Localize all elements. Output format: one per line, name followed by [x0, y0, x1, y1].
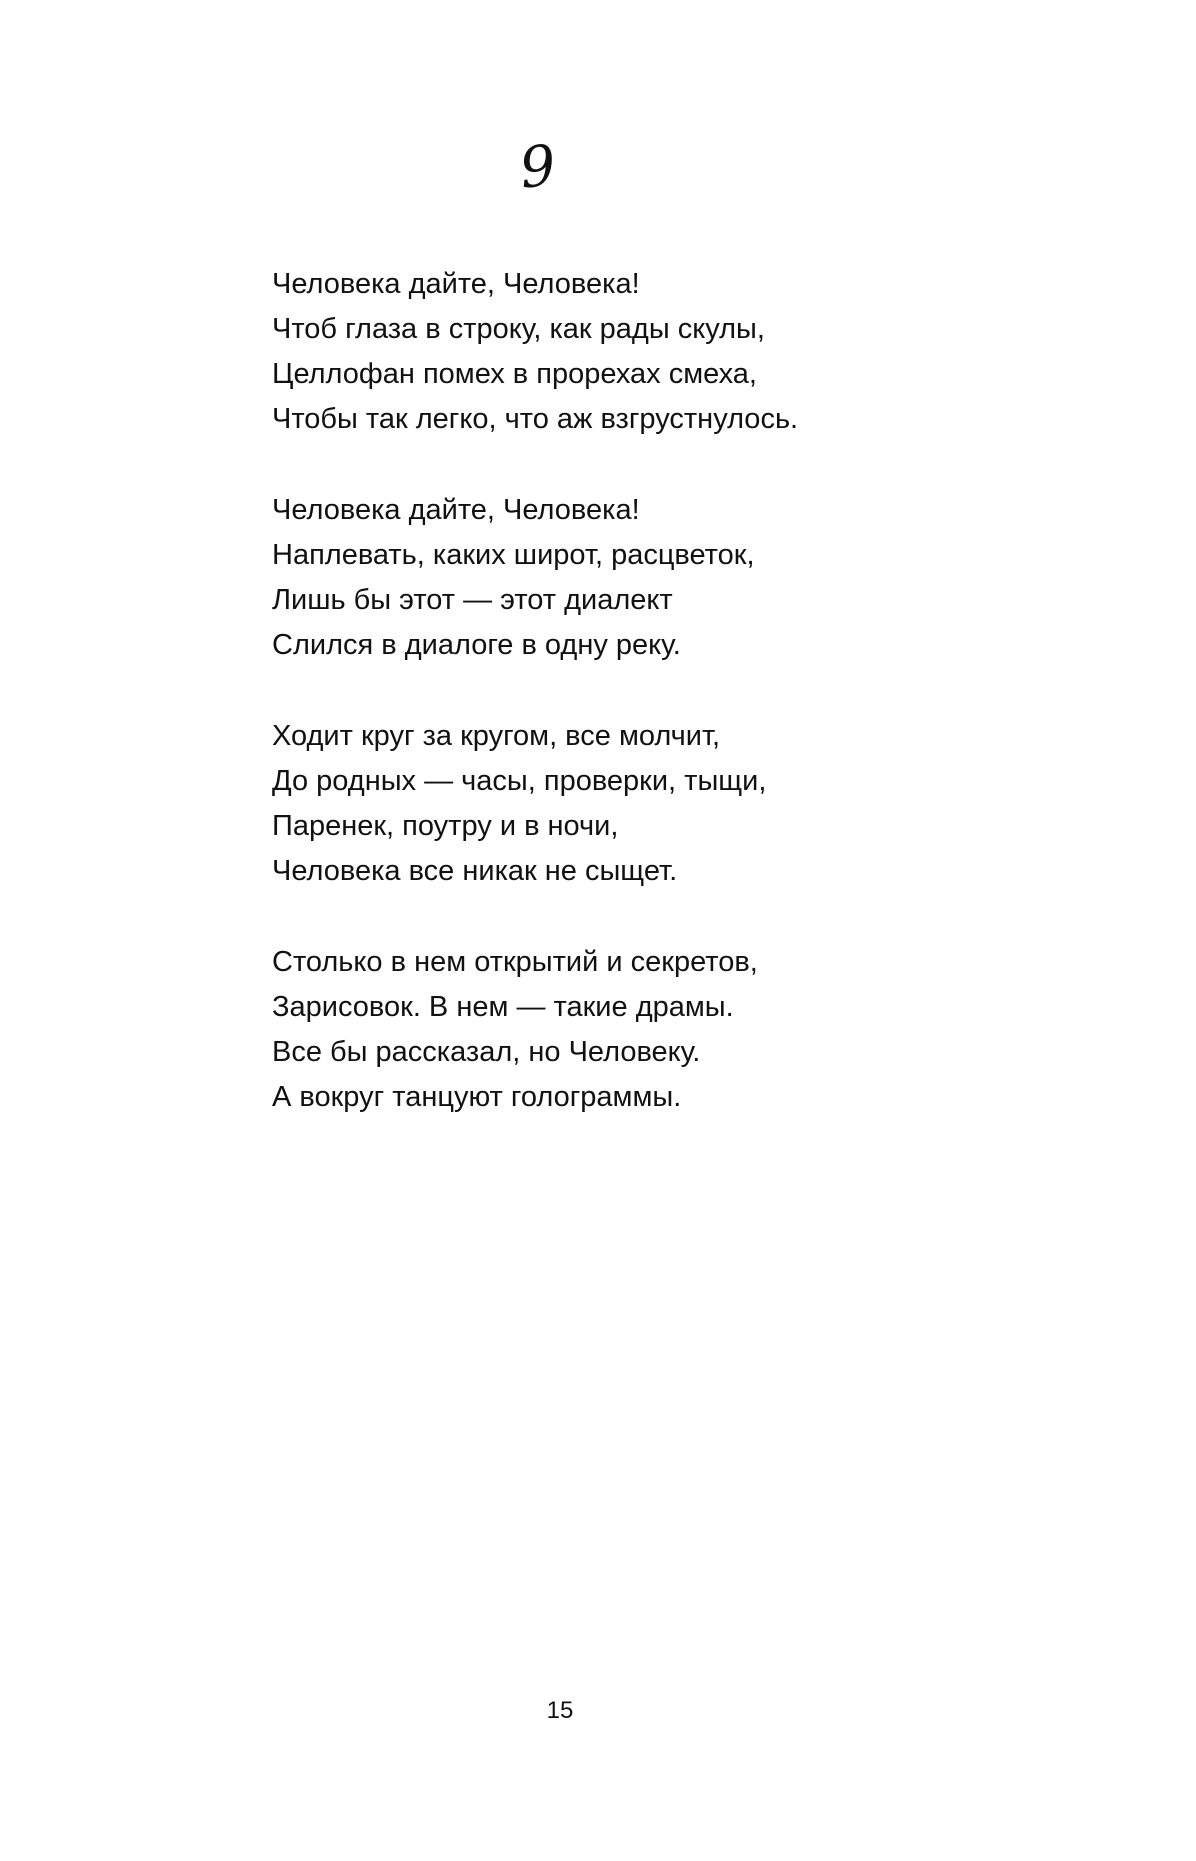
- poem-line: Все бы рассказал, но Человеку.: [272, 1036, 701, 1068]
- poem-number: 9: [516, 133, 559, 202]
- poem-line: Лишь бы этот — этот диалект: [272, 584, 673, 616]
- poem-line: Зарисовок. В нем — такие драмы.: [272, 991, 734, 1023]
- poem-line: Столько в нем открытий и секретов,: [272, 946, 758, 978]
- poem-line: До родных — часы, проверки, тыщи,: [272, 765, 767, 797]
- poem-line: Наплевать, каких широт, расцветок,: [272, 539, 755, 571]
- poem-body: [272, 262, 1052, 1166]
- stanza-1: [272, 262, 1052, 442]
- poem-line: Целлофан помех в прорехах смеха,: [272, 358, 757, 390]
- poem-line: Чтобы так легко, что аж взгрустнулось.: [272, 403, 799, 435]
- page-number: 15: [546, 1697, 574, 1724]
- poem-line: Слился в диалоге в одну реку.: [272, 629, 681, 661]
- poem-line: Человека дайте, Человека!: [272, 494, 640, 526]
- stanza-4: [272, 940, 1052, 1120]
- poem-line: Человека дайте, Человека!: [272, 268, 640, 300]
- poem-line: Человека все никак не сыщет.: [272, 855, 678, 887]
- poem-line: Паренек, поутру и в ночи,: [272, 810, 619, 842]
- stanza-3: [272, 714, 1052, 894]
- poem-line: А вокруг танцуют голограммы.: [272, 1081, 682, 1113]
- poem-line: Ходит круг за кругом, все молчит,: [272, 720, 721, 752]
- poem-line: Чтоб глаза в строку, как рады скулы,: [272, 313, 765, 345]
- stanza-2: [272, 488, 1052, 668]
